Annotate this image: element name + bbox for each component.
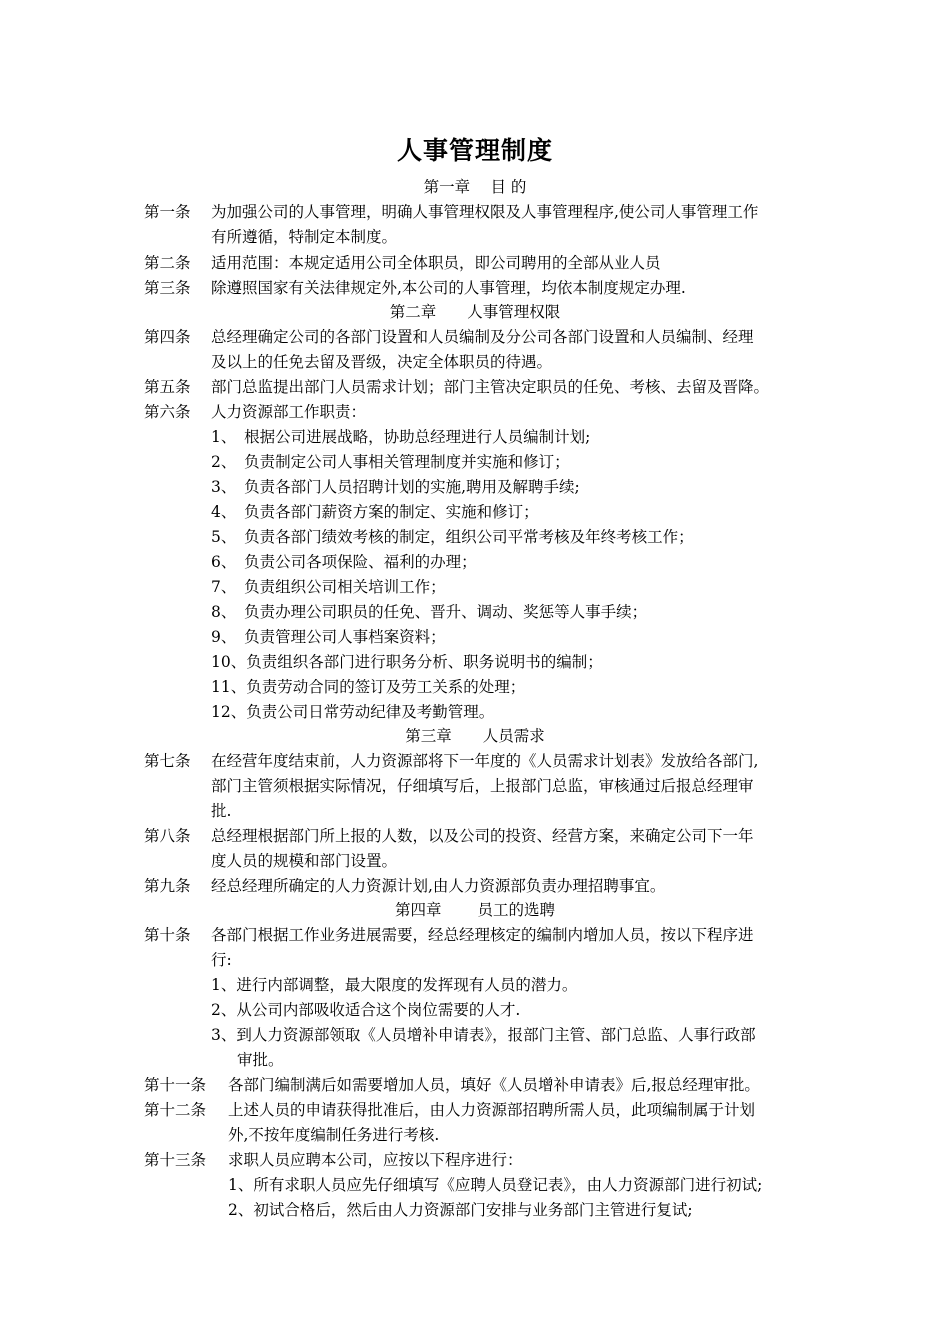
- article-label: 第三条: [144, 279, 191, 297]
- chapter-heading: 第二章 人事管理权限: [389, 303, 561, 321]
- article-text: 部门主管须根据实际情况，仔细填写后，上报部门总监，审核通过后报总经理审: [211, 777, 754, 795]
- article-label: 第十三条: [144, 1151, 207, 1169]
- procedure-item: 2、初试合格后，然后由人力资源部门安排与业务部门主管进行复试;: [228, 1201, 693, 1219]
- duty-item: 3、 负责各部门人员招聘计划的实施,聘用及解聘手续;: [211, 478, 580, 496]
- article-label: 第五条: [144, 378, 191, 396]
- duty-item: 9、 负责管理公司人事档案资料；: [211, 628, 446, 646]
- article-text: 各部门根据工作业务进展需要，经总经理核定的编制内增加人员，按以下程序进: [211, 926, 754, 944]
- article-text: 上述人员的申请获得批准后，由人力资源部招聘所需人员，此项编制属于计划: [228, 1101, 756, 1119]
- duty-item: 10、负责组织各部门进行职务分析、职务说明书的编制；: [211, 653, 603, 671]
- article-text: 及以上的任免去留及晋级，决定全体职员的待遇。: [211, 353, 553, 371]
- article-text: 总经理确定公司的各部门设置和人员编制及分公司各部门设置和人员编制、经理: [211, 328, 754, 346]
- procedure-item: 1、所有求职人员应先仔细填写《应聘人员登记表》，由人力资源部门进行初试;: [228, 1176, 763, 1194]
- article-text: 为加强公司的人事管理，明确人事管理权限及人事管理程序,使公司人事管理工作: [211, 203, 759, 221]
- article-text: 适用范围：本规定适用公司全体职员，即公司聘用的全部从业人员: [211, 254, 661, 272]
- chapter-heading: 第三章 人员需求: [405, 727, 545, 745]
- article-label: 第二条: [144, 254, 191, 272]
- article-text: 外,不按年度编制任务进行考核.: [228, 1126, 440, 1144]
- article-text: 批.: [211, 802, 232, 820]
- article-label: 第九条: [144, 877, 191, 895]
- chapter-heading: 第一章 目 的: [423, 178, 527, 196]
- duty-item: 1、 根据公司进展战略，协助总经理进行人员编制计划;: [211, 428, 591, 446]
- procedure-item: 3、到人力资源部领取《人员增补申请表》，报部门主管、部门总监、人事行政部: [211, 1026, 756, 1044]
- article-text: 有所遵循，特制定本制度。: [211, 228, 398, 246]
- article-text: 行:: [211, 951, 232, 969]
- article-label: 第六条: [144, 403, 191, 421]
- article-text: 度人员的规模和部门设置。: [211, 852, 398, 870]
- duty-item: 4、 负责各部门薪资方案的制定、实施和修订；: [211, 503, 539, 521]
- article-text: 部门总监提出部门人员需求计划；部门主管决定职员的任免、考核、去留及晋降。: [211, 378, 770, 396]
- article-text: 各部门编制满后如需要增加人员，填好《人员增补申请表》后,报总经理审批。: [228, 1076, 760, 1094]
- duty-item: 5、 负责各部门绩效考核的制定，组织公司平常考核及年终考核工作；: [211, 528, 694, 546]
- article-text: 总经理根据部门所上报的人数，以及公司的投资、经营方案，来确定公司下一年: [211, 827, 754, 845]
- article-text: 在经营年度结束前，人力资源部将下一年度的《人员需求计划表》发放给各部门,: [211, 752, 759, 770]
- article-text: 经总经理所确定的人力资源计划,由人力资源部负责办理招聘事宜。: [211, 877, 666, 895]
- article-label: 第十二条: [144, 1101, 207, 1119]
- article-label: 第七条: [144, 752, 191, 770]
- duty-item: 8、 负责办理公司职员的任免、晋升、调动、奖惩等人事手续；: [211, 603, 648, 621]
- article-text: 求职人员应聘本公司，应按以下程序进行：: [228, 1151, 523, 1169]
- article-text: 除遵照国家有关法律规定外,本公司的人事管理，均依本制度规定办理.: [211, 279, 686, 297]
- chapter-heading: 第四章 员工的选聘: [395, 901, 555, 919]
- article-label: 第四条: [144, 328, 191, 346]
- article-label: 第十一条: [144, 1076, 207, 1094]
- procedure-item: 1、进行内部调整，最大限度的发挥现有人员的潜力。: [211, 976, 578, 994]
- duty-item: 11、负责劳动合同的签订及劳工关系的处理；: [211, 678, 526, 696]
- duty-item: 7、 负责组织公司相关培训工作；: [211, 578, 446, 596]
- article-label: 第一条: [144, 203, 191, 221]
- article-text: 人力资源部工作职责：: [211, 403, 367, 421]
- procedure-item: 2、从公司内部吸收适合这个岗位需要的人才.: [211, 1001, 521, 1019]
- duty-item: 2、 负责制定公司人事相关管理制度并实施和修订；: [211, 453, 570, 471]
- procedure-item: 审批。: [237, 1051, 284, 1069]
- article-label: 第十条: [144, 926, 191, 944]
- article-label: 第八条: [144, 827, 191, 845]
- document-title: 人事管理制度: [396, 136, 553, 165]
- duty-item: 6、 负责公司各项保险、福利的办理；: [211, 553, 477, 571]
- duty-item: 12、负责公司日常劳动纪律及考勤管理。: [211, 703, 495, 721]
